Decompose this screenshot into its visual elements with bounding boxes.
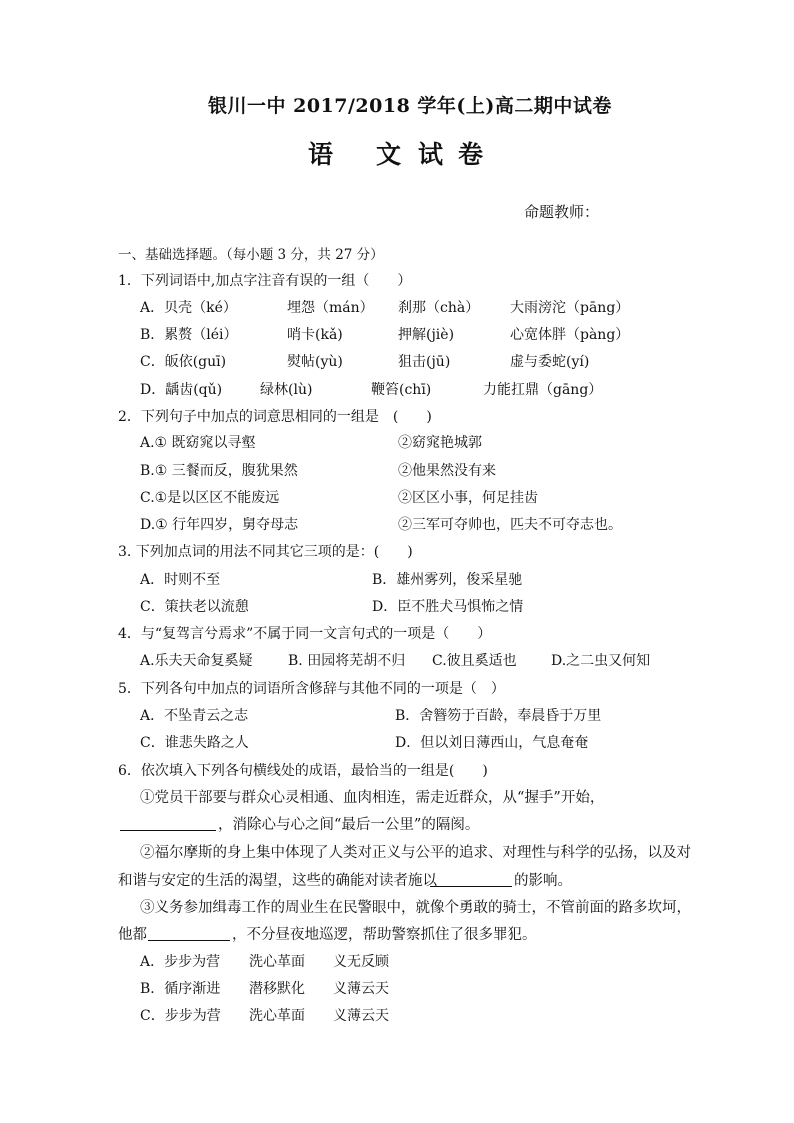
author-label: 命题教师： [524, 203, 600, 221]
question-6-stem: 6．依次填入下列各句横线处的成语，最恰当的一组是( ) [118, 763, 488, 779]
q6-option-b-3: 义薄云天 [333, 981, 389, 997]
q4-option-a: A.乐夫天命复奚疑 [140, 653, 253, 669]
q1-option-c-4: 虚与委蛇(yí) [510, 354, 590, 370]
q6-option-a-1: A．步步为营 [140, 954, 221, 970]
q2-option-d-2: ②三军可夺帅也，匹夫不可夺志也。 [398, 517, 622, 533]
q1-option-d-3: 鞭笞(chī) [371, 382, 432, 398]
q1-option-d-4: 力能扛鼎（gāng） [483, 382, 603, 398]
q1-option-c-1: C．皈依(guī) [140, 354, 227, 370]
q1-option-c-2: 熨帖(yù) [287, 354, 343, 370]
q5-option-a: A．不坠青云之志 [140, 708, 249, 724]
exam-title: 银川一中 2017/2018 学年(上)高二期中试卷 [208, 95, 612, 117]
q1-option-d-1: D．龋齿(qǔ) [140, 382, 223, 398]
q1-option-b-3: 押解(jiè) [398, 327, 455, 343]
q1-option-b-2: 哨卡(kǎ) [287, 327, 343, 343]
q3-option-c: C．策扶老以流憩 [140, 599, 249, 615]
q6-option-b-2: 潜移默化 [249, 981, 305, 997]
q5-option-c: C．谁悲失路之人 [140, 735, 249, 751]
q1-option-a-2: 埋怨（mán） [287, 300, 374, 316]
q6-blank-1 [120, 816, 216, 831]
question-2-stem: 2．下列句子中加点的词意思相同的一组是 ( ) [118, 409, 432, 425]
q2-option-a-1: A.① 既窈窕以寻壑 [140, 435, 256, 451]
q6-option-c-1: C．步步为营 [140, 1008, 221, 1024]
q3-option-d: D．臣不胜犬马惧怖之情 [372, 599, 524, 615]
section-heading: 一、基础选择题。（每小题 3 分，共 27 分） [118, 247, 384, 263]
q2-option-b-1: B.① 三餐而反，腹犹果然 [140, 463, 298, 479]
q6-paragraph-3-line-1: ③义务参加缉毒工作的周业生在民警眼中，就像个勇敢的骑士，不管前面的路多坎坷， [140, 900, 691, 916]
q4-option-d: D.之二虫又何知 [551, 653, 651, 669]
q1-option-a-4: 大雨滂沱（pāng） [510, 300, 630, 316]
q5-option-b: B．舍簪笏于百龄，奉晨昏于万里 [395, 708, 602, 724]
q6-option-a-3: 义无反顾 [333, 954, 389, 970]
q2-option-a-2: ②窈窕艳城郭 [398, 435, 482, 451]
q2-option-d-1: D.① 行年四岁，舅夺母志 [140, 517, 299, 533]
q6-option-a-2: 洗心革面 [249, 954, 305, 970]
q6-paragraph-3-line-2a: 他都 [118, 927, 147, 943]
q4-option-b: B. 田园将芜胡不归 [288, 653, 406, 669]
q1-option-b-1: B．累赘（léi） [140, 327, 238, 343]
q6-blank-2 [430, 872, 512, 887]
q2-option-c-2: ②区区小事，何足挂齿 [398, 490, 538, 506]
subject-char-4: 卷 [458, 140, 486, 169]
q5-option-d: D．但以刘日薄西山，气息奄奄 [395, 735, 589, 751]
q1-option-b-4: 心宽体胖（pàng） [510, 327, 630, 343]
q4-option-c: C.彼且奚适也 [432, 653, 517, 669]
q6-option-c-2: 洗心革面 [249, 1008, 305, 1024]
q6-paragraph-3-line-2b: ，不分昼夜地巡逻，帮助警察抓住了很多罪犯。 [232, 927, 537, 943]
q3-option-b: B．雄州雾列，俊采星驰 [372, 572, 523, 588]
q2-option-c-1: C.①是以区区不能废远 [140, 490, 280, 506]
q6-option-b-1: B．循序渐进 [140, 981, 221, 997]
q6-paragraph-1-line-2: ，消除心与心之间“最后一公里”的隔阂。 [218, 817, 480, 833]
q6-paragraph-1-line-1: ①党员干部要与群众心灵相通、血肉相连，需走近群众，从“握手”开始， [140, 790, 605, 806]
q6-blank-3 [148, 926, 230, 941]
q1-option-d-2: 绿林(lù) [260, 382, 313, 398]
q6-paragraph-2-line-2b: 的影响。 [514, 873, 572, 889]
question-5-stem: 5．下列各句中加点的词语所含修辞与其他不同的一项是（ ） [118, 681, 505, 697]
question-3-stem: 3. 下列加点词的用法不同其它三项的是：( ) [118, 544, 413, 560]
question-4-stem: 4．与“复驾言兮焉求”不属于同一文言句式的一项是（ ） [118, 626, 492, 642]
q1-option-a-3: 刹那（chà） [398, 300, 480, 316]
q6-paragraph-2-line-2a: 和谐与安定的生活的渴望，这些的确能对读者施以 [118, 873, 437, 889]
q6-option-c-3: 义薄云天 [333, 1008, 389, 1024]
q2-option-b-2: ②他果然没有来 [398, 463, 496, 479]
subject-char-2: 文 [376, 140, 404, 169]
q6-paragraph-2-line-1: ②福尔摩斯的身上集中体现了人类对正义与公平的追求、对理性与科学的弘扬，以及对 [140, 845, 691, 861]
question-1-stem: 1．下列词语中,加点字注音有误的一组（ ） [118, 273, 412, 289]
subject-char-1: 语 [308, 140, 336, 169]
q1-option-a-1: A．贝壳（ké） [140, 300, 237, 316]
subject-char-3: 试 [418, 140, 446, 169]
q3-option-a: A．时则不至 [140, 572, 221, 588]
q1-option-c-3: 狙击(jū) [398, 354, 451, 370]
